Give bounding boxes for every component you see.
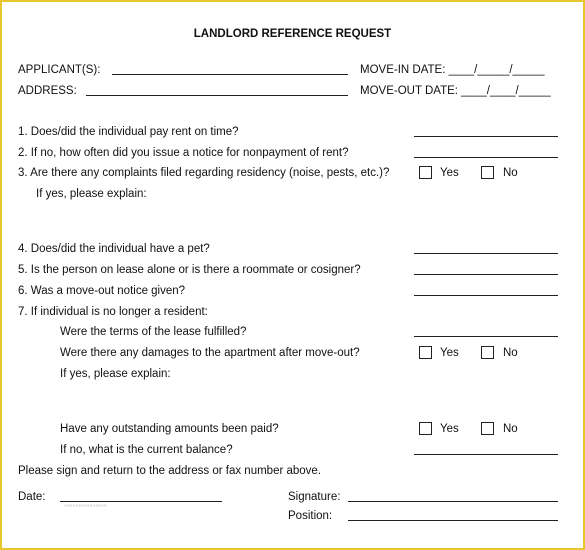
question-5: 5. Is the person on lease alone or is there a roommate or cosigner? — [18, 264, 361, 276]
q3-no-checkbox[interactable] — [481, 166, 494, 179]
question-3: 3. Are there any complaints filed regarding residency (noise, pests, etc.)? — [18, 167, 390, 179]
answer-7d-field[interactable] — [414, 454, 558, 455]
signature-field[interactable] — [348, 501, 558, 502]
position-field[interactable] — [348, 520, 558, 521]
q7b-no-checkbox[interactable] — [481, 346, 494, 359]
q7c-no-label: No — [503, 423, 518, 435]
question-7c: Have any outstanding amounts been paid? — [60, 423, 279, 435]
q7c-yes-checkbox[interactable] — [419, 422, 432, 435]
answer-4-field[interactable] — [414, 253, 558, 254]
q7b-yes-checkbox[interactable] — [419, 346, 432, 359]
q3-no-label: No — [503, 167, 518, 179]
q7b-yes-label: Yes — [440, 347, 459, 359]
question-4: 4. Does/did the individual have a pet? — [18, 243, 210, 255]
move-in-date-field[interactable]: MOVE-IN DATE: ____/_____/_____ — [360, 64, 545, 76]
answer-2-field[interactable] — [414, 157, 558, 158]
move-out-date-field[interactable]: MOVE-OUT DATE: ____/____/_____ — [360, 85, 551, 97]
applicant-field[interactable] — [112, 74, 348, 75]
form-title: LANDLORD REFERENCE REQUEST — [193, 28, 392, 40]
q3-yes-label: Yes — [440, 167, 459, 179]
sign-instruction: Please sign and return to the address or fax number above. — [18, 465, 322, 477]
q7c-yes-label: Yes — [440, 423, 459, 435]
signature-label: Signature: — [288, 491, 341, 503]
address-field[interactable] — [86, 95, 348, 96]
answer-1-field[interactable] — [414, 136, 558, 137]
question-7a: Were the terms of the lease fulfilled? — [60, 326, 247, 338]
address-label: ADDRESS: — [18, 85, 77, 97]
question-7: 7. If individual is no longer a resident: — [18, 306, 208, 318]
q3-yes-checkbox[interactable] — [419, 166, 432, 179]
q3-explain-label: If yes, please explain: — [36, 188, 147, 200]
q7b-explain-label: If yes, please explain: — [60, 368, 171, 380]
question-7d: If no, what is the current balance? — [60, 444, 233, 456]
answer-6-field[interactable] — [414, 295, 558, 296]
watermark-mark: ▪▪▪▪▪▪▪▪▪▪▪▪▪▪▪ — [64, 501, 107, 510]
q7b-no-label: No — [503, 347, 518, 359]
date-label: Date: — [18, 491, 46, 503]
answer-7a-field[interactable] — [414, 336, 558, 337]
question-1: 1. Does/did the individual pay rent on time? — [18, 126, 239, 138]
position-label: Position: — [288, 510, 333, 522]
question-7b: Were there any damages to the apartment after move-out? — [60, 347, 360, 359]
answer-5-field[interactable] — [414, 274, 558, 275]
question-6: 6. Was a move-out notice given? — [18, 285, 186, 297]
applicant-label: APPLICANT(S): — [18, 64, 101, 76]
q7c-no-checkbox[interactable] — [481, 422, 494, 435]
question-2: 2. If no, how often did you issue a notice for nonpayment of rent? — [18, 147, 349, 159]
